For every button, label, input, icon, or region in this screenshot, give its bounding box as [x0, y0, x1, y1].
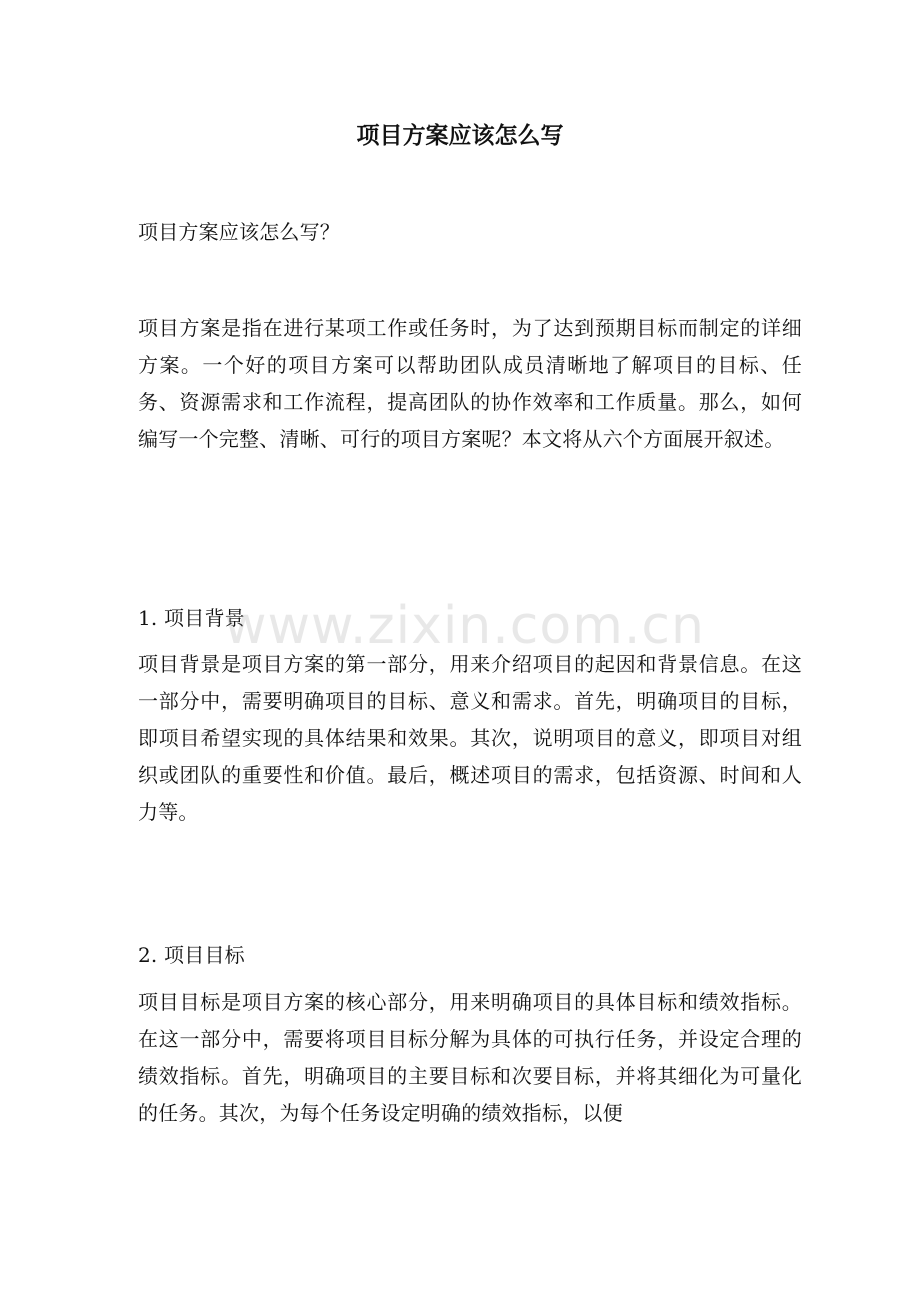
document-subtitle: 项目方案应该怎么写？ [138, 220, 340, 244]
section-body-background: 项目背景是项目方案的第一部分，用来介绍项目的起因和背景信息。在这一部分中，需要明确项目的目标、意义和需求。首先，明确项目的目标，即项目希望实现的具体结果和效果。其次，说明项目的意义，即项目对组织或团队的重要性和价值。最后，概述项目的需求，包括资源、时间和人力等。 [138, 652, 802, 824]
watermark: www.zixin.com.cn [224, 596, 705, 656]
document-title: 项目方案应该怎么写 [356, 122, 564, 149]
intro-paragraph: 项目方案是指在进行某项工作或任务时，为了达到预期目标而制定的详细方案。一个好的项目方案可以帮助团队成员清晰地了解项目的目标、任务、资源需求和工作流程，提高团队的协作效率和工作质量。那么，如何编写一个完整、清晰、可行的项目方案呢？本文将从六个方面展开叙述。 [138, 316, 802, 451]
section-heading-goals: 2. 项目目标 [138, 943, 245, 967]
section-heading-background: 1. 项目背景 [138, 606, 245, 630]
section-body-goals: 项目目标是项目方案的核心部分，用来明确项目的具体目标和绩效指标。在这一部分中，需要将项目目标分解为具体的可执行任务，并设定合理的绩效指标。首先，明确项目的主要目标和次要目标，并将其细化为可量化的任务。其次，为每个任务设定明确的绩效指标，以便 [138, 990, 802, 1125]
